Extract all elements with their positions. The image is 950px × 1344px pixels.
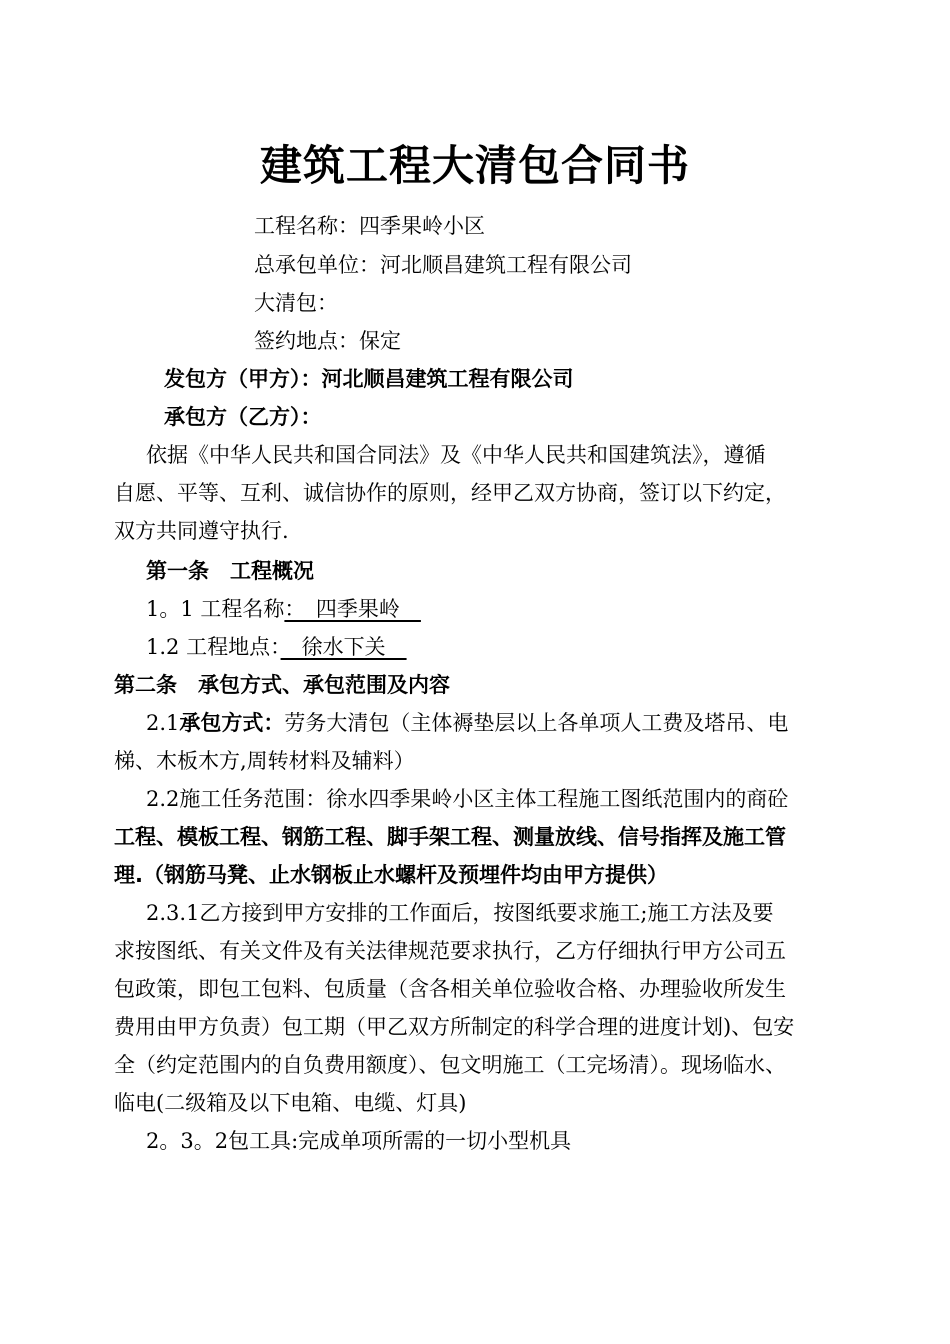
article-1-heading: 第一条 工程概况: [146, 559, 314, 583]
intro-line-3: 双方共同遵守执行.: [114, 519, 289, 543]
clause-2-1-text: 劳务大清包（主体褥垫层以上各单项人工费及塔吊、电: [284, 711, 789, 735]
clause-2-3-1-line-4: 费用由甲方负责）包工期（甲乙双方所制定的科学合理的进度计划)、包安: [114, 1015, 795, 1039]
signing-place-line: 签约地点：保定: [254, 329, 401, 353]
clause-2-2-line-2: 工程、模板工程、钢筋工程、脚手架工程、测量放线、信号指挥及施工管: [114, 825, 786, 849]
item-2-label: 1.2 工程地点：: [146, 635, 281, 659]
article-1-item-2: [146, 632, 407, 662]
project-name-line: 工程名称：四季果岭小区: [254, 214, 485, 238]
labor-contractor-line: 大清包：: [254, 291, 338, 315]
clause-2-3-1-line-2: 求按图纸、有关文件及有关法律规范要求执行，乙方仔细执行甲方公司五: [114, 939, 786, 963]
party-a-line: 发包方（甲方）：河北顺昌建筑工程有限公司: [164, 367, 574, 391]
clause-2-2-line-3: 理.（钢筋马凳、止水钢板止水螺杆及预埋件均由甲方提供）: [114, 863, 668, 887]
clause-2-1-label: 承包方式：: [179, 711, 285, 735]
party-b-line: 承包方（乙方）：: [164, 405, 322, 429]
intro-line-1: 依据《中华人民共和国合同法》及《中华人民共和国建筑法》，遵循: [146, 443, 766, 467]
item-2-value: 徐水下关: [280, 635, 407, 659]
clause-2-3-1-line-1: 2.3.1乙方接到甲方安排的工作面后，按图纸要求施工;施工方法及要: [146, 901, 774, 925]
clause-2-2-line-1: 2.2施工任务范围：徐水四季果岭小区主体工程施工图纸范围内的商砼: [146, 787, 789, 811]
article-1-item-1: [146, 594, 421, 624]
general-contractor-line: 总承包单位：河北顺昌建筑工程有限公司: [254, 253, 632, 277]
clause-2-3-1-line-3: 包政策，即包工包料、包质量（含各相关单位验收合格、办理验收所发生: [114, 977, 786, 1001]
clause-2-1-number: 2.1: [146, 711, 180, 735]
item-1-value: ： 四季果岭: [284, 597, 421, 621]
clause-2-1-line-1: [146, 708, 788, 738]
clause-2-3-2: 2。3。2包工具:完成单项所需的一切小型机具: [146, 1129, 572, 1153]
item-1-label: 1。1 工程名称: [146, 597, 285, 621]
intro-line-2: 自愿、平等、互利、诚信协作的原则，经甲乙双方协商，签订以下约定，: [114, 481, 786, 505]
clause-2-1-line-2: 梯、木板木方,周转材料及辅料）: [114, 749, 415, 773]
article-2-heading: 第二条 承包方式、承包范围及内容: [114, 673, 450, 697]
clause-2-3-1-line-5: 全（约定范围内的自负费用额度）、包文明施工（工完场清）。现场临水、: [114, 1053, 786, 1077]
clause-2-3-1-line-6: 临电(二级箱及以下电箱、电缆、灯具): [114, 1091, 467, 1115]
document-title: 建筑工程大清包合同书: [259, 141, 690, 190]
